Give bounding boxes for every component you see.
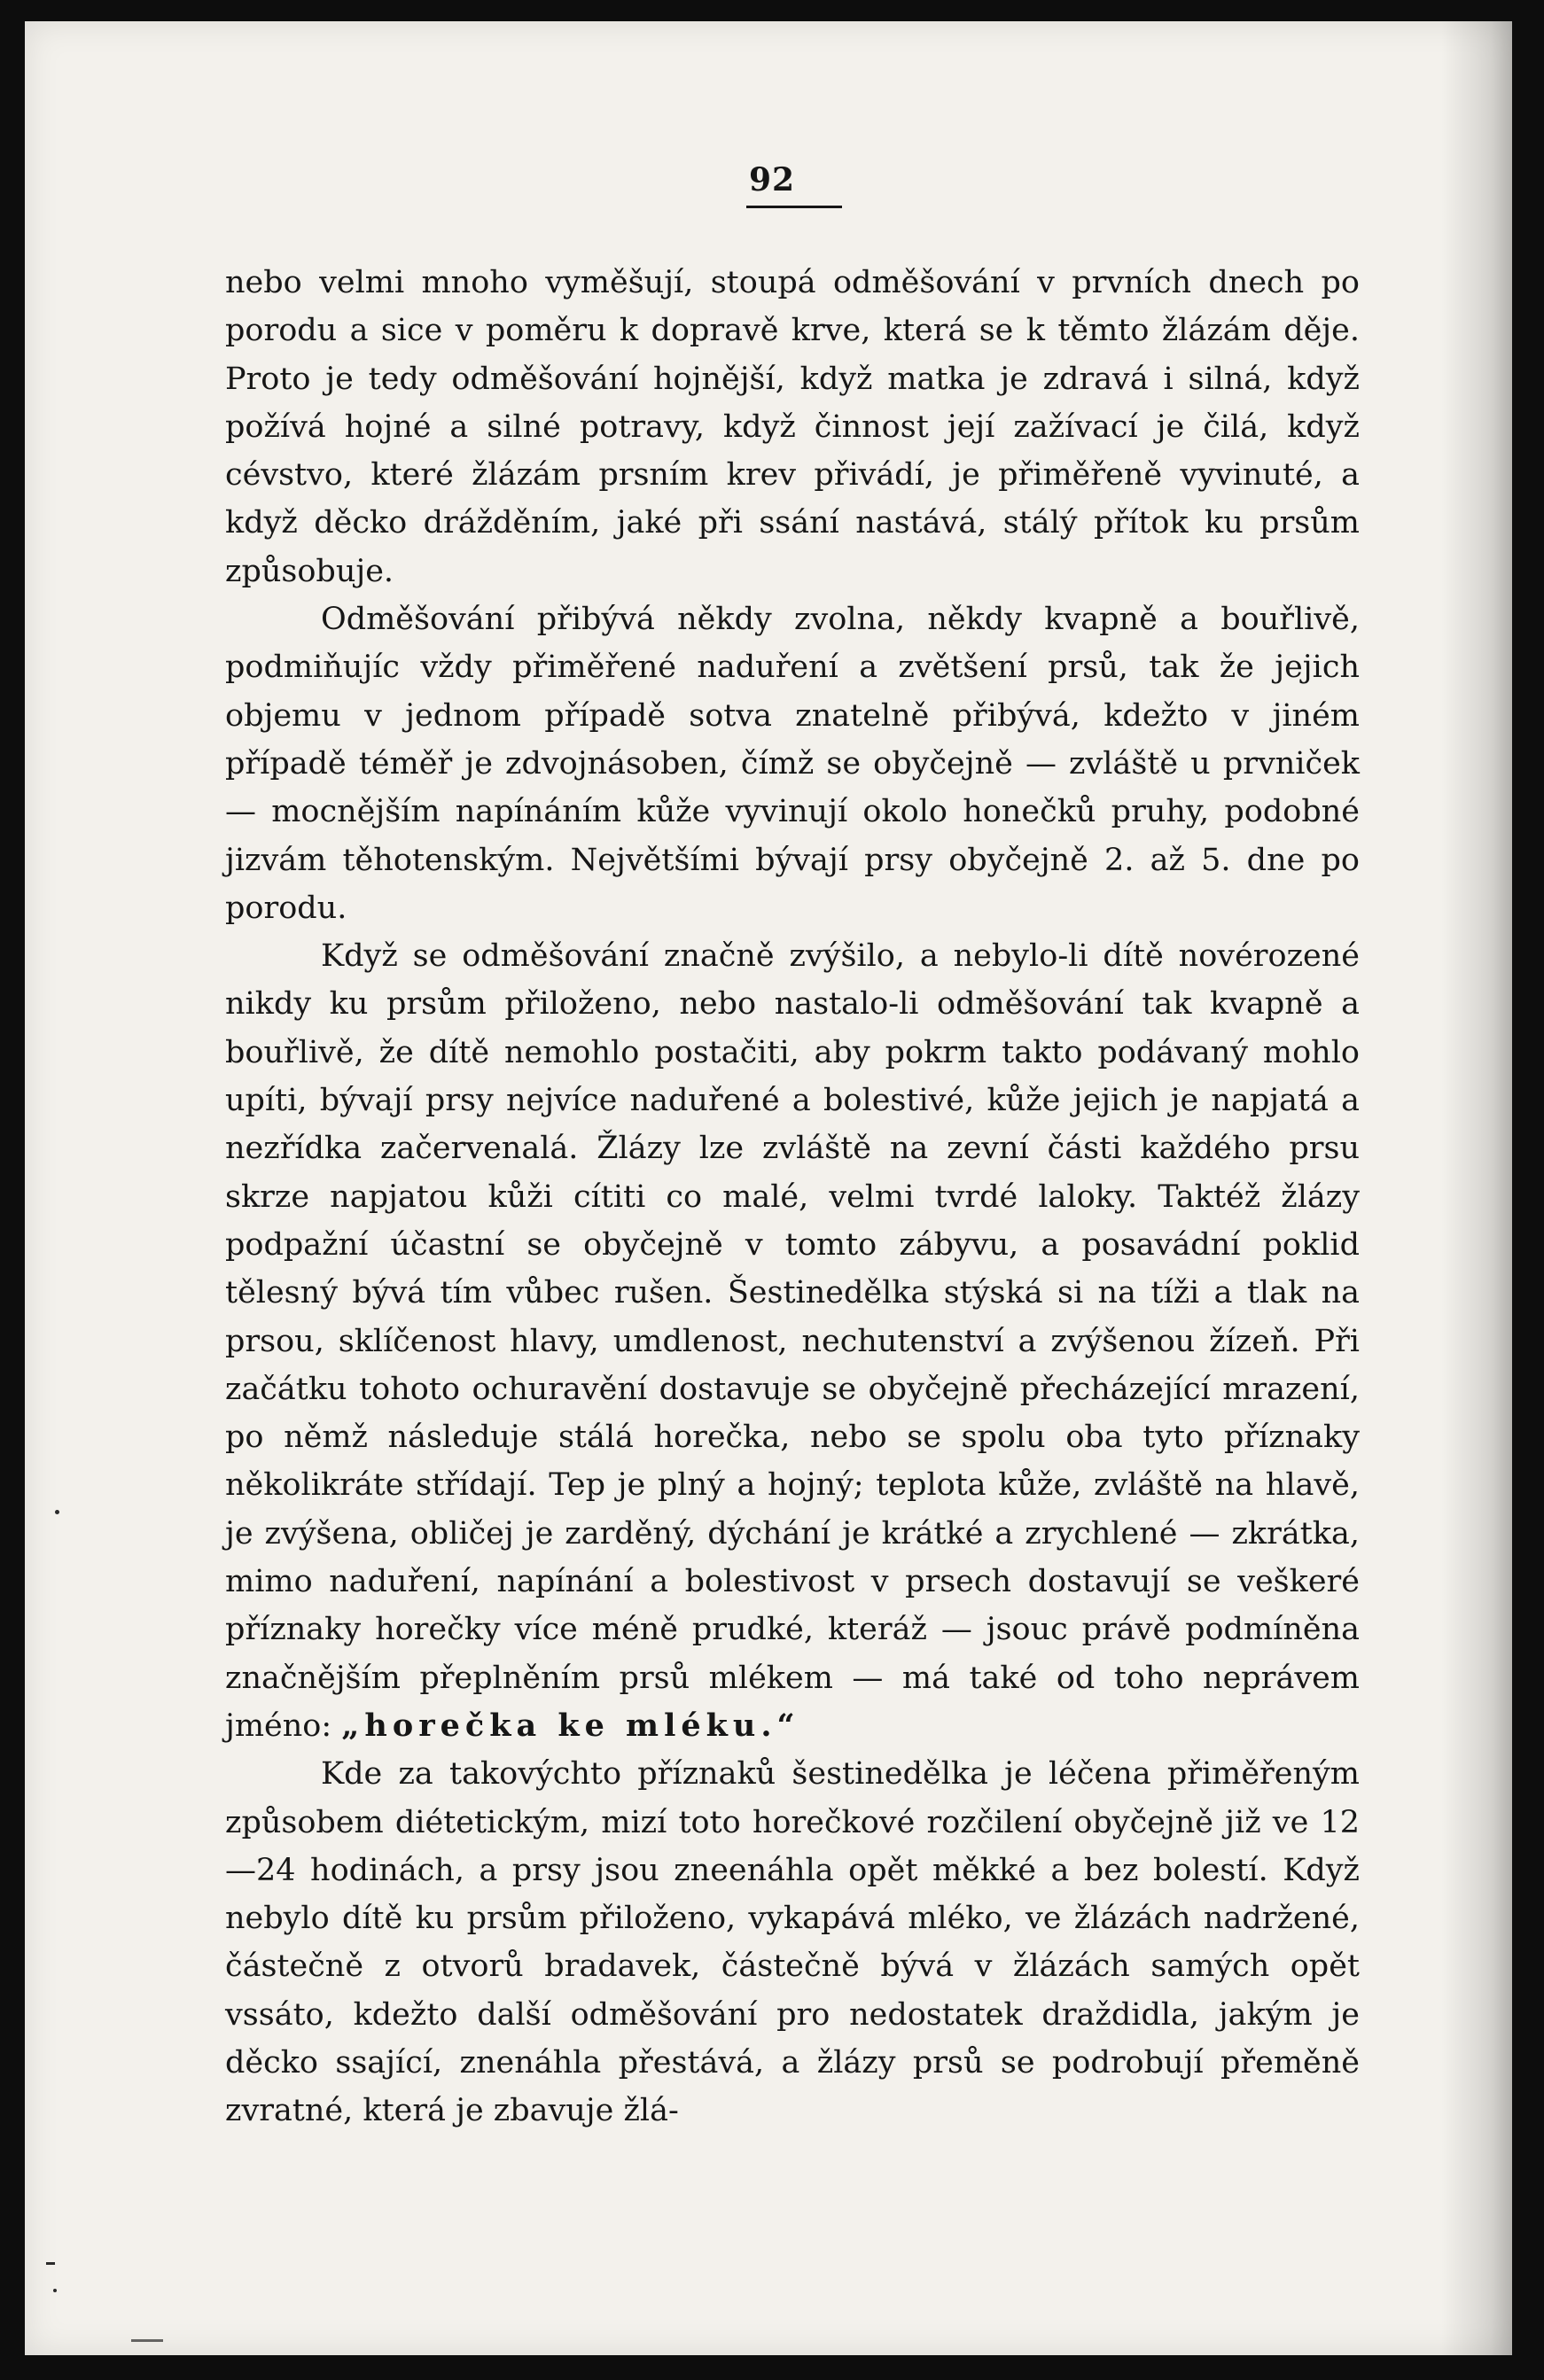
body-text [225, 259, 1360, 2135]
paragraph-text: Když se odměšování značně zvýšilo, a nebylo-li dítě novérozené nikdy ku prsům přiloženo, nebo nastalo-li odměšování tak kvapně a bouřlivě, že dítě nemohlo postačiti, aby pokrm takto podávaný mohlo upíti, bývají prsy nejvíce naduřené a bolestivé, kůže jejich je napjatá a nezřídka začervenalá. Žlázy lze zvláště na zevní části každého prsu skrze napjatou kůži cítiti co malé, velmi tvrdé laloky. Taktéž žlázy podpažní účastní se obyčejně v tomto zábyvu, a posavádní poklid tělesný bývá tím vůbec rušen. Šestinedělka stýská si na tíži a tlak na prsou, sklíčenost hlavy, umdlenost, nechutenství a zvýšenou žízeň. Při začátku tohoto ochuravění dostavuje se obyčejně přecházející mrazení, po němž následuje stálá horečka, nebo se spolu oba tyto příznaky několikráte střídají. Tep je plný a hojný; teplota kůže, zvláště na hlavě, je zvýšena, obličej je zarděný, dýchání je krátké a zrychlené — zkrátka, mimo naduření, napínání a bolestivost v prsech dostavují se veškeré příznaky horečky více méně prudké, kteráž — jsouc právě podmíněna značnějším přeplněním prsů mlékem — má také od toho neprávem jméno: [225, 938, 1360, 1744]
scan-speck [46, 2262, 55, 2265]
page-number: 92 [748, 161, 796, 198]
paragraph [225, 1750, 1360, 2135]
scan-speck [131, 2339, 163, 2342]
paragraph-text: Odměšování přibývá někdy zvolna, někdy kvapně a bouřlivě, podmiňujíc vždy přiměřené naduření a zvětšení prsů, tak že jejich objemu v jednom případě sotva znatelně přibývá, kdežto v jiném případě téměř je zdvojnásoben, čímž se obyčejně — zvláště u prvniček — mocnějším napínáním kůže vyvinují okolo honečků pruhy, podobné jizvám těhotenským. Největšími bývají prsy obyčejně 2. až 5. dne po porodu. [225, 602, 1360, 926]
paragraph [225, 595, 1360, 932]
paragraph [225, 932, 1360, 1750]
paragraph [225, 259, 1360, 595]
spaced-term: „horečka ke mléku.“ [341, 1707, 800, 1744]
paragraph-text: nebo velmi mnoho vyměšují, stoupá odměšování v prvních dnech po porodu a sice v poměru k dopravě krve, která se k těmto žlázám děje. Proto je tedy odměšování hojnější, když matka je zdravá i silná, když požívá hojné a silné potravy, když činnost její zažívací je čilá, když cévstvo, které žlázám prsním krev přivádí, je přiměřeně vyvinuté, a když děcko drážděním, jaké při ssání nastává, stálý přítok ku prsům způsobuje. [225, 265, 1360, 589]
paragraph-text: Kde za takovýchto příznaků šestinedělka je léčena přiměřeným způsobem diétetickým, mizí toto horečkové rozčilení obyčejně již ve 12—24 hodinách, a prsy jsou zneenáhla opět měkké a bez bolestí. Když nebylo dítě ku prsům přiloženo, vykapává mléko, ve žlázách nadržené, částečně z otvorů bradavek, částečně bývá v žlázách samých opět vssáto, kdežto další odměšování pro nedostatek draždidla, jakým je děcko ssající, znenáhla přestává, a žlázy prsů se podrobují přeměně zvratné, která je zbavuje žlá- [225, 1756, 1360, 2129]
scan-speck [53, 2289, 57, 2292]
scan-speck [55, 1510, 59, 1514]
page-number-underline [746, 206, 842, 208]
